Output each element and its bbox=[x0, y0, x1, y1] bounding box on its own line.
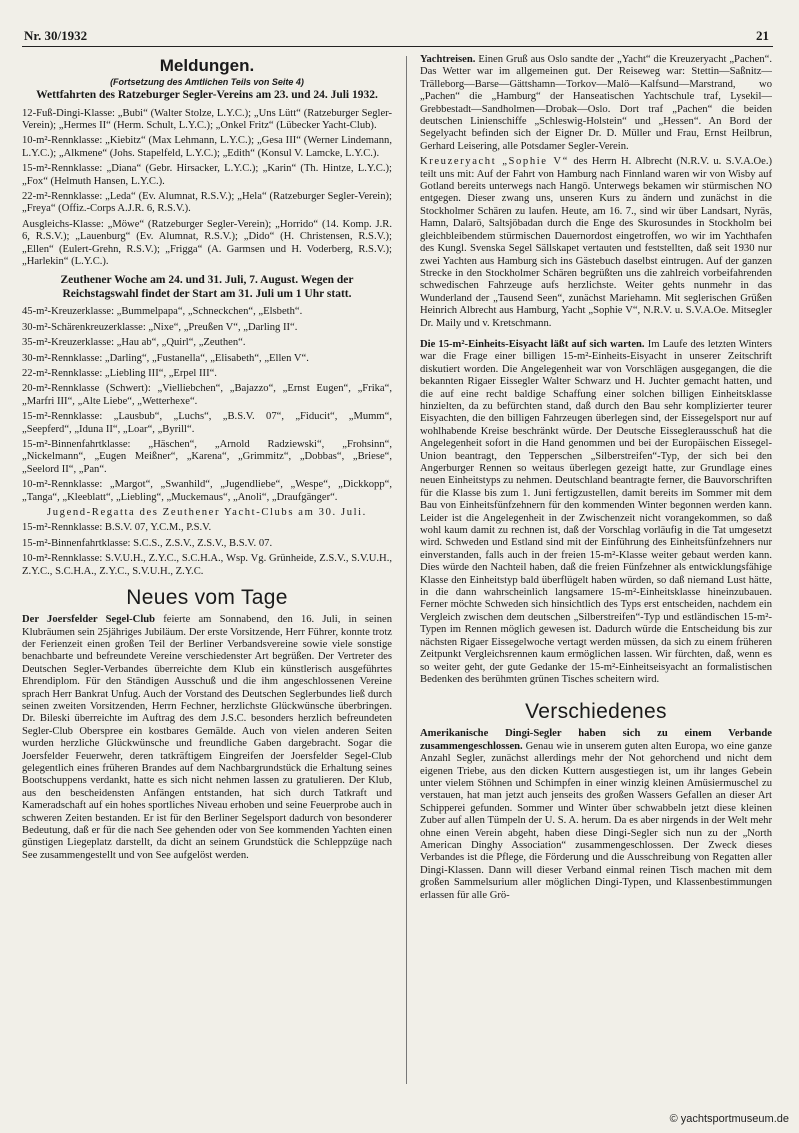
jugend-list bbox=[22, 522, 392, 578]
zeuthen-entry: 10-m²-Rennklasse: „Margot“, „Swanhild“, „Jugendliebe“, „Wespe“, „Dickkopp“, „Tanga“, „Kleeblatt“, „Liebling“, „Muckemaus“, „Anoli“, „Draufgänger“. bbox=[22, 479, 392, 503]
joersfelder-article bbox=[22, 614, 392, 862]
zeuthen-entry: 30-m²-Rennklasse: „Darling“, „Fustanella“, „Elisabeth“, „Ellen V“. bbox=[22, 352, 309, 364]
sophie-lead: Kreuzeryacht „Sophie V“ bbox=[420, 156, 569, 168]
zeuthen-entry: 15-m²-Rennklasse: „Lausbub“, „Luchs“, „B.S.V. 07“, „Fiducit“, „Mumm“, „Seepferd“, „Iduna II“, „Loar“, „Byrill“. bbox=[22, 411, 392, 435]
page-number: 21 bbox=[756, 28, 769, 43]
yachtreisen-text: Einen Gruß aus Oslo sandte der „Yacht“ die Kreuzeryacht „Pachen“. Das Wetter war im allgemeinen gut. Der Reiseweg war: Stettin—Saßnitz—Trälleborg—Barse—Gättshamn—Torkov—Malö—Kalfsund—Marstrand, wo „Pachen“ die „Hamburg“ der Hanseatischen Yachtschule traf, Lysekil—Grebbestadt—Sandholmen—Drobak—Oslo. Dort traf „Pachen“ die beiden deutschen Linienschiffe „Schleswig-Holstein“ und „Hessen“. An Bord der Segelyacht befinden sich der Eigner Dr. D. Müller und Frau, Ernst Heilbrun, Gerhard Leisering, alle Potsdamer Segler-Verein. bbox=[420, 54, 772, 152]
issue-number: Nr. 30/1932 bbox=[24, 28, 88, 43]
header-rule bbox=[22, 46, 773, 47]
neues-vom-tage-title: Neues vom Tage bbox=[126, 586, 288, 610]
amerik-article bbox=[420, 728, 772, 902]
jugend-heading: Jugend-Regatta des Zeuthener Yacht-Clubs am 30. Juli. bbox=[47, 507, 367, 519]
meldungen-subtitle: (Fortsetzung des Amtlichen Teils von Seite 4) bbox=[110, 77, 304, 87]
ratzeburg-list bbox=[22, 108, 392, 269]
verschiedenes-title: Verschiedenes bbox=[525, 700, 667, 724]
yachtreisen-article bbox=[420, 54, 772, 153]
ratzeburg-entry: 10-m²-Rennklasse: „Kiebitz“ (Max Lehmann, L.Y.C.); „Gesa III“ (Werner Lindemann, L.Y.C.); „Alkmene“ (Johs. Stapelfeld, L.Y.C.); „Edith“ (Konsul V. Lamcke, L.Y.C.). bbox=[22, 135, 392, 159]
ratzeburg-entry: 15-m²-Rennklasse: „Diana“ (Gebr. Hirsacker, L.Y.C.); „Karin“ (Th. Hintze, L.Y.C.); „Fox“ (Helmuth Hansen, L.Y.C.). bbox=[22, 163, 392, 187]
zeuthen-entry: 15-m²-Binnenfahrtklasse: „Häschen“, „Arnold Radziewski“, „Frohsinn“, „Nickelmann“, „Eugen Meißner“, „Karena“, „Grimmitz“, „Dobbas“, „Briese“, „Seelord II“, „Pan“. bbox=[22, 439, 392, 475]
jugend-entry: 15-m²-Binnenfahrtklasse: S.C.S., Z.S.V., Z.S.V., B.S.V. 07. bbox=[22, 537, 273, 549]
jugend-entry: 15-m²-Rennklasse: B.S.V. 07, Y.C.M., P.S.V. bbox=[22, 522, 212, 534]
eisyacht-lead: Die 15-m²-Einheits-Eisyacht läßt auf sich warten. bbox=[420, 338, 645, 350]
zeuthen-entry: 45-m²-Kreuzerklasse: „Bummelpapa“, „Schneckchen“, „Elsbeth“. bbox=[22, 306, 303, 318]
meldungen-title: Meldungen. bbox=[159, 56, 255, 75]
zeuthen-entry: 30-m²-Schärenkreuzerklasse: „Nixe“, „Preußen V“, „Darling II“. bbox=[22, 321, 298, 333]
right-column bbox=[420, 54, 772, 1109]
sophie-text: des Herrn H. Albrecht (N.R.V. u. S.V.A.Oe.) teilt uns mit: Auf der Fahrt von Hamburg nach Finnland waren wir von Wisby auf Gotland bereits unterwegs nach Hangö. Unterwegs bekamen wir stürmischen NO entgegen. Dieser zwang uns, unseren Kurs zu ändern und zunächst in die Stockholmer Schären zu laufen. Heute, am 16. 7., sind wir über Landsart, Nyräs, Hamn, Dalarö, Saltsjöbadan durch die Enge des Skurosundes in Stockholm bei gleichbleibendem stürmischen Dauernordost eingetroffen, wo wir im Yachthafen des Kungl. Svenska Segel Sällskapet vertauten und feststellten, daß seit 1930 nur zwei Yachten aus Hamburg sich ins Gästebuch daselbst eintrugen. Auf der ganzen Strecke in den Stockholmer Schären begrüßten uns die zahlreich vorbeifahrenden schwedischen Fahrzeuge aufs herzlichste. Weiter gehts nunmehr in das Wunderland der „Tausend Seen“, zunächst Mariehamn. Mit seglerischen Grüßen Heinrich Albrecht aus Hamburg, Yacht „Sophie V“, N.R.V. u. S.V.A.Oe. Mitsegler Dr. Maily und v. Kretschmann. bbox=[420, 156, 772, 329]
zeuthen-heading: Zeuthener Woche am 24. und 31. Juli, 7. August. Wegen der Reichstagswahl findet der Start am 31. Juli um 1 Uhr statt. bbox=[60, 274, 354, 300]
left-column bbox=[22, 54, 392, 1084]
amerik-lead: Amerikanische Dingi-Segler haben sich zu einem Verbande zusammengeschlossen. bbox=[420, 728, 772, 752]
amerik-text: Genau wie in unserem guten alten Europa, wo eine ganze Anzahl Segler, zunächst allerdings mehr der Not gehorchend und nicht dem eigenen Triebe, aus den dicken Kuttern ausgestiegen ist, um ihr langes Gebein unter vielem Stöhnen und Schimpfen in einer winzig kleinen Amüsiermuschel zu verstauen, hat man jetzt auch jenseits des großen Wassers Gefallen an dieser Art Schipperei gefunden. Sommer und Winter über schwabbeln jetzt diese kleinen Zuber auf allen Tümpeln der U. S. A. herum. Da es aber nirgends in der Welt mehr ohne einen Verein abgeht, haben diese Dingi-Segler sich nun zu der „North American Dinghy Association“ zusammengeschlossen. Der Zweck dieses Verbandes ist die Pflege, die Förderung und die Ausschreibung von Regatten aller Dingi-Klassen. Dann will dieser Verband einmal reinen Tisch machen mit dem großen Sammelsurium aller möglichen Dingi-Typen, und Klassenbestimmungen erlassen für alle Grö- bbox=[420, 740, 772, 901]
ratzeburg-heading: Wettfahrten des Ratzeburger Segler-Vereins am 23. und 24. Juli 1932. bbox=[36, 89, 378, 101]
ratzeburg-entry: 22-m²-Rennklasse: „Leda“ (Ev. Alumnat, R.S.V.); „Hela“ (Ratzeburger Segler-Verein); „Freya“ (Offiz.-Corps A.J.R. 6, R.S.V.). bbox=[22, 190, 392, 215]
zeuthen-list bbox=[22, 306, 392, 504]
jugend-entry: 10-m²-Rennklasse: S.V.U.H., Z.Y.C., S.C.H.A., Wsp. Vg. Grünheide, Z.S.V., S.V.U.H., Z.Y.C., S.C.H.A., Z.Y.C., S.V.U.H., Z.Y.C. bbox=[22, 553, 392, 577]
eisyacht-text: Im Laufe des letzten Winters war die Frage einer billigen 15-m²-Einheits-Eisyacht in unserer Zeitschrift diskutiert worden. Die Angelegenheit war von Vorschlägen ausgegangen, die die bekannten Rigaer Eissegler Walter Schwarz und H. Juchter gemacht hatten, und die auf eine recht baldige Schaffung einer solchen billigen Einheitsklasse hinzielten, da zu befürchten stand, daß durch den Bau sehr komplizierter teurer Eisyachten, die den billigen Fahrzeugen überlegen sind, der Eissegelsport nur auf wohlhabende Kreise beschränkt würde. Der Deutsche Eisseglerausschuß hat die Angelegenheit sofort in die Hand genommen und bei der Europäischen Eissegel-Union beantragt, den Tepperschen „Silberstreifen“-Typ, der sich bei den Angerburger Rennen so weitaus überlegen gezeigt hatte, zur Grundlage eines neuen Einheitstyps zu nehmen. Deutschland beantragte ferner, die Bauvorschriften für die Klasse bis zum 1. Juni fertigzustellen, damit bereits im Sommer mit dem Bau von Einheitsfünfzehnern für den kommenden Winter begonnen werden kann. Leider ist die Angelegenheit in der Zwischenzeit nicht vorangekommen, so daß wohl kaum damit zu rechnen ist, daß der Vorschlag vorläufig in die Tat umgesetzt wird. Schweden und Estland sind mit der Einführung des Einheitsfünfzehners nur einverstanden, falls auch in der freien 15-m²-Klasse weiter gebaut werden kann. Dies würde den Nachteil haben, daß die freien Fünfzehner als entwicklungsfähige Klasse den Einheitstyp bald überflügelt haben würden, so daß niemand Lust hätte, in die dann wahrscheinlich langsamere 15-m²-Einheitsklasse hineinzubauen. Ferner möchte Schweden sich hinsichtlich des Typs erst entscheiden, nachdem ein Vergleich zwischen dem deutschen „Silberstreifen“-Typ und estländischen 15-m²-Typen im Rennen möglich gewesen ist. Dadurch würde die Entscheidung bis zur nächsten Rigaer Eissegelwoche vertagt werden müssen, da sich zu einem früheren Zeitpunkt Vergleichsrennen kaum ermöglichen lassen. Wir fürchten, daß, wenn es so weiter geht, der gute Gedanke der 15-m²-Einheitseisyacht an formalistischen Bedenken des berühmten grünen Tisches scheitern wird. bbox=[420, 338, 772, 685]
column-divider bbox=[406, 56, 407, 1084]
sophie-article bbox=[420, 156, 772, 330]
yachtreisen-lead: Yachtreisen. bbox=[420, 54, 476, 65]
ratzeburg-entry: Ausgleichs-Klasse: „Möwe“ (Ratzeburger Segler-Verein); „Horrido“ (14. Komp. J.R. 6, R.S.V.); „Lauenburg“ (Ev. Alumnat, R.S.V.); „Dido“ (H. Christensen, R.S.V.); „Ellen“ (Eulert-Grehn, R.S.V.); „Frigga“ (A. Garmsen und H. Voderberg, R.S.V.); „Harlekin“ (L.Y.C.). bbox=[22, 218, 392, 267]
copyright-credit: © yachtsportmuseum.de bbox=[669, 1113, 789, 1125]
zeuthen-entry: 35-m²-Kreuzerklasse: „Hau ab“, „Quirl“, „Zeuthen“. bbox=[22, 337, 246, 349]
eisyacht-article bbox=[420, 339, 772, 686]
joersfelder-lead: Der Joersfelder Segel-Club bbox=[22, 614, 156, 626]
zeuthen-entry: 22-m²-Rennklasse: „Liebling III“, „Erpel III“. bbox=[22, 368, 217, 379]
joersfelder-text: feierte am Sonnabend, den 16. Juli, in seinen Klubräumen sein 25jähriges Jubiläum. Der erste Vorsitzende, Herr Führer, konnte trotz der Ferienzeit einen großen Teil der Berliner Verbandsvereine sowie viele sonstige benachbarte und befreundete Vereine verschiedenster Art begrüßen. Der Vertreter des Deutschen Segler-Verbandes überreichte dem Klub ein künstlerisch ausgeführtes Ehrendiplom. Für den Ständigen Ausschuß und die ihm angeschlossenen Vereine sprach Herr Bankrat Unfug. Auch der Vorstand des Deutschen Seglerbundes ließ durch seinen zweiten Vorsitzenden, Herrn Fechner, herzlichste Glückwünsche überbringen. Dr. Bileski überreichte im Auftrag des dem J.S.C. besonders herzlich befreundeten Segler-Club Oberspree ein kostbares Gemälde. Auch von vielen anderen Seiten wurden herzliche Glückwünsche und freundliche Gaben dargebracht. Sogar die Joersfelder Feuerwehr, deren tatkräftigem Eingreifen der Joersfelder Segel-Club gelegentlich eines früheren Brandes auf dem Nachbargrundstück die Erhaltung seines Bootschuppens verdankt, hatte es sich nicht nehmen lassen zu gratulieren. Der Klub, aus den bescheidensten Anfängen entstanden, hat sich durch Tatkraft und Kameradschaft auf ein hohes sportliches Niveau erhoben und seine Feuerprobe auch in schweren Zeiten bestanden. Er ist für den Berliner Segelsport dadurch von besonderer Bedeutung, daß er für die nach See gehenden oder von See kommenden Yachten einen günstigen Liegeplatz darstellt, da dicht an seinem Grundstück die Schleppzüge nach See zusammengestellt und von See aufgelöst werden. bbox=[22, 614, 392, 861]
zeuthen-entry: 20-m²-Rennklasse (Schwert): „Vielliebchen“, „Bajazzo“, „Ernst Eugen“, „Frika“, „Marfri III“, „Alte Liebe“, „Wetterhexe“. bbox=[22, 383, 392, 407]
ratzeburg-entry: 12-Fuß-Dingi-Klasse: „Bubi“ (Walter Stolze, L.Y.C.); „Uns Lütt“ (Ratzeburger Segler-Verein); „Hermes II“ (Herm. Schult, L.Y.C.); „Onkel Fritz“ (Lübecker Yacht-Club). bbox=[22, 107, 392, 131]
